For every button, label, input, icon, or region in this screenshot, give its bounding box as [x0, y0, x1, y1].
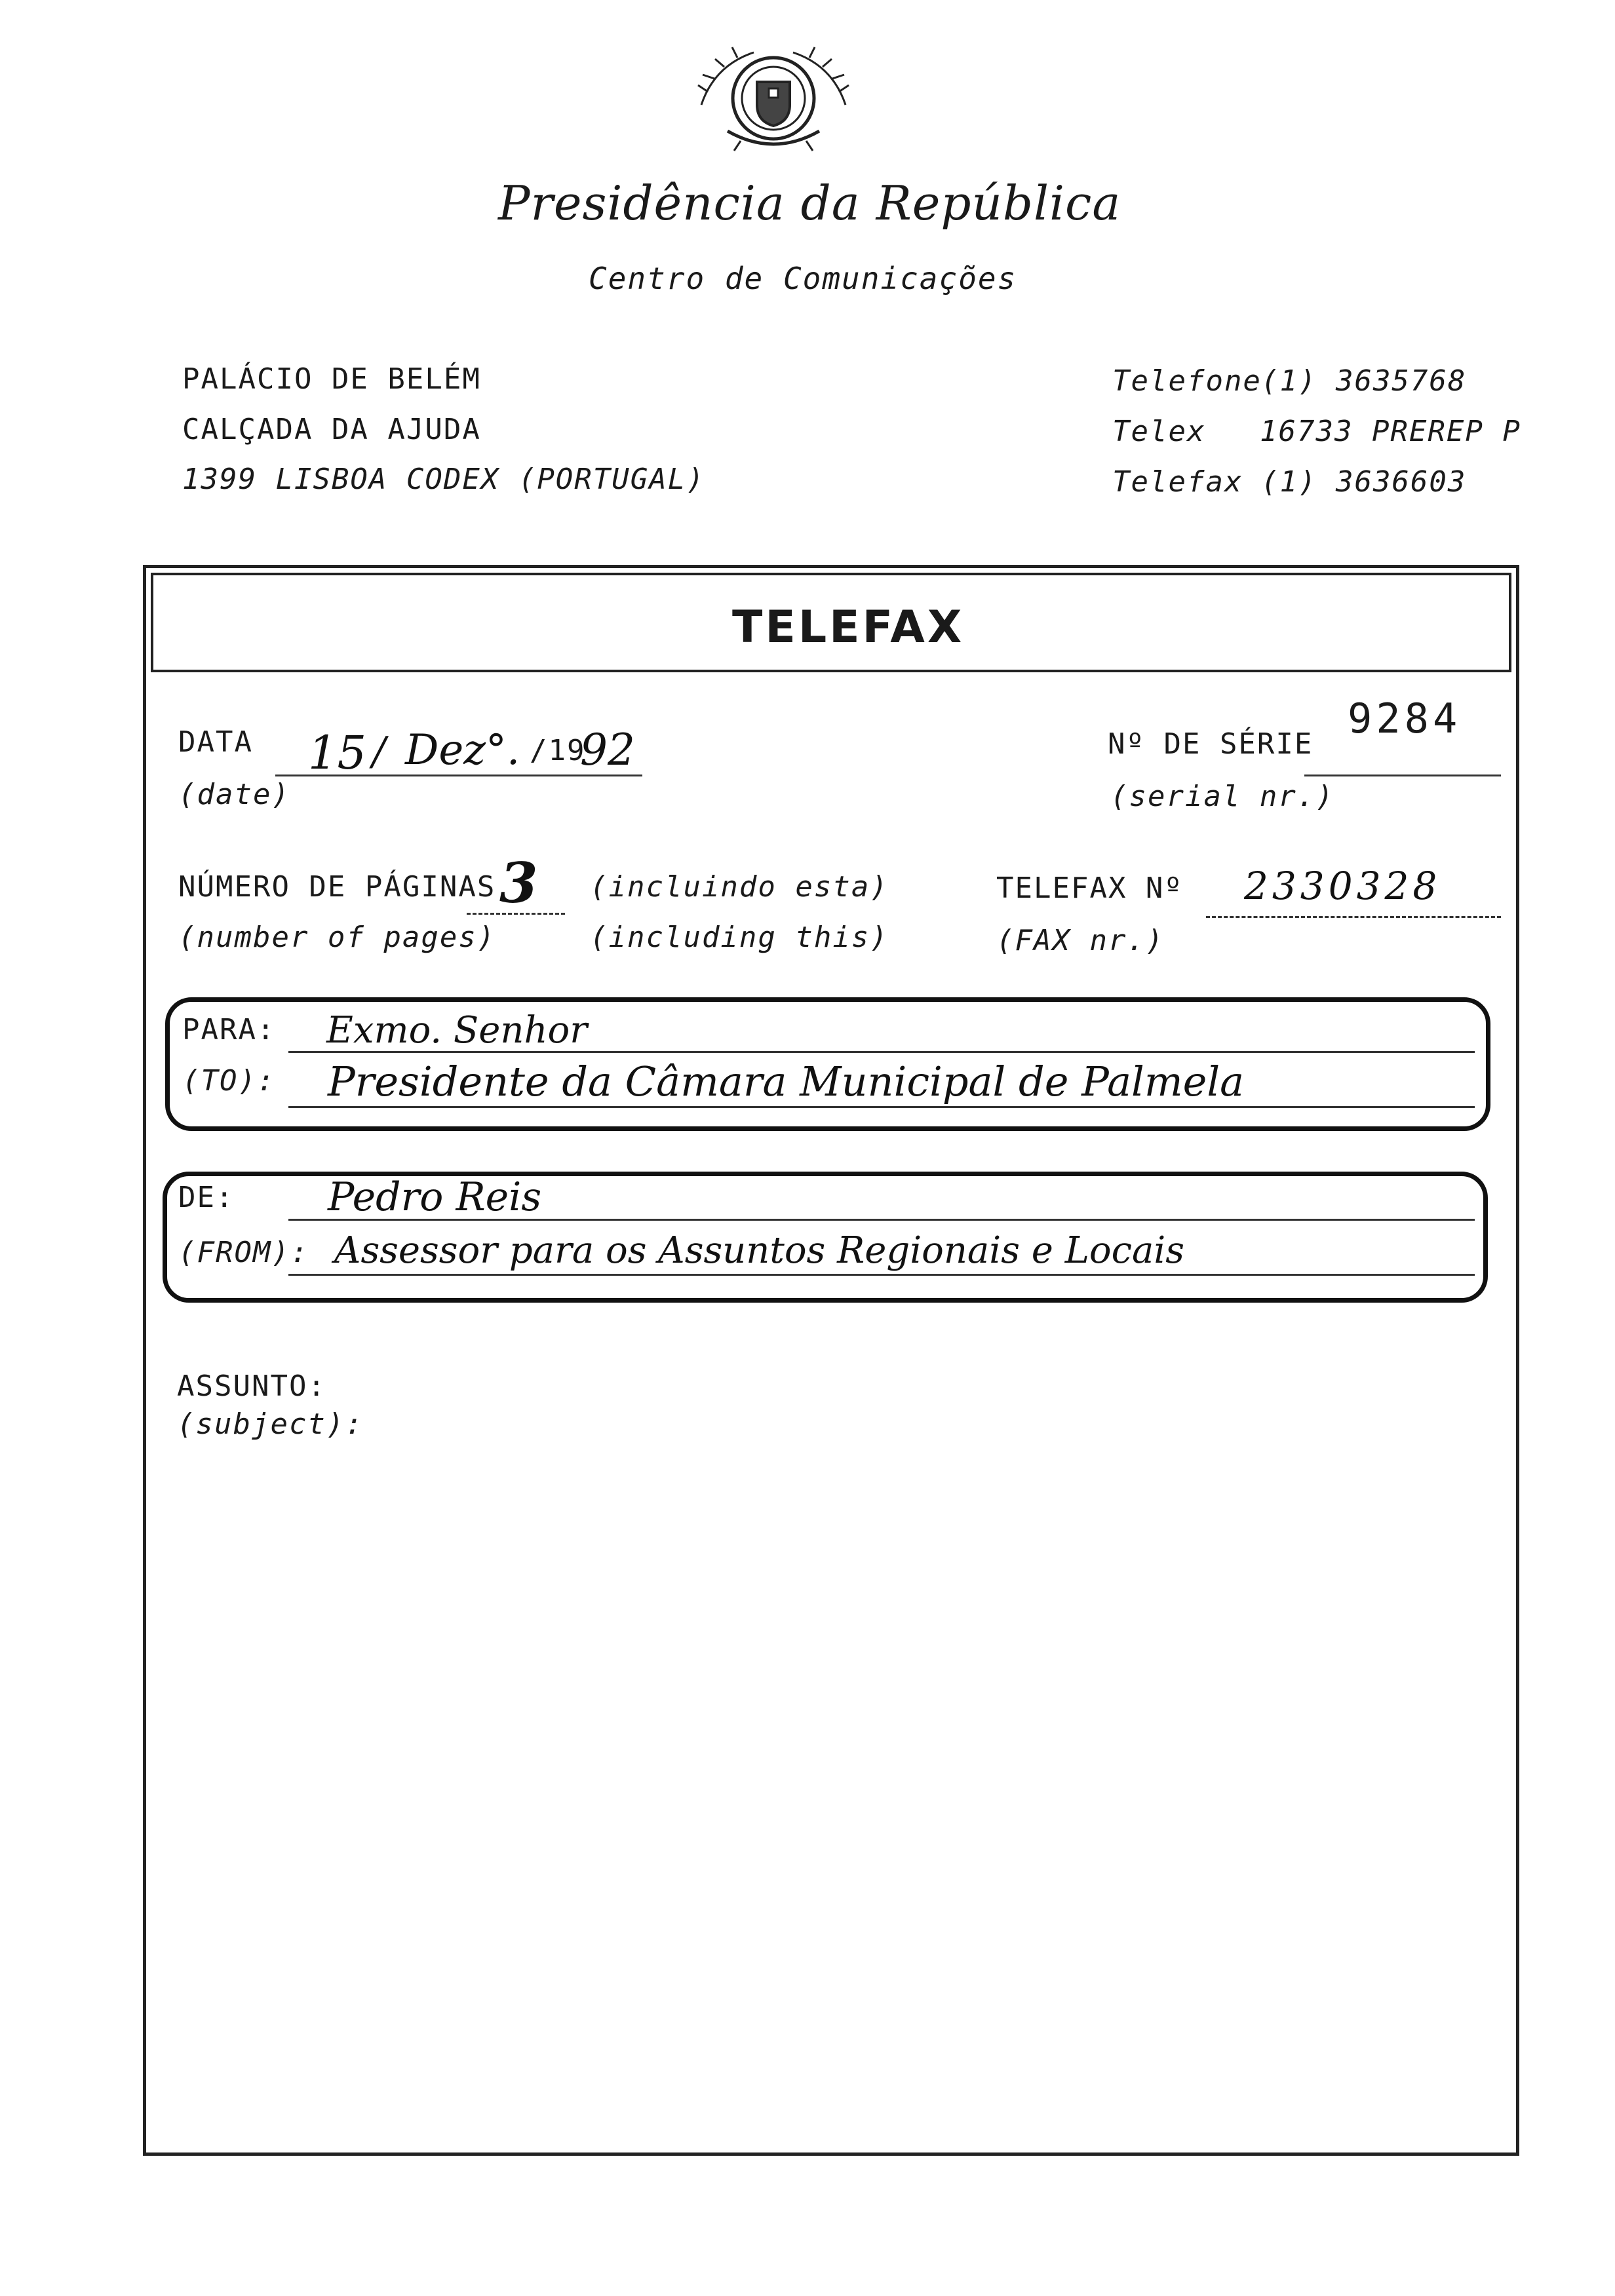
to-label: PARA:	[182, 1013, 276, 1046]
pages-label-en: (number of pages)	[178, 921, 496, 954]
to-label-en: (TO):	[182, 1064, 276, 1098]
serial-value: 9284	[1348, 695, 1462, 742]
date-year: 92	[580, 725, 635, 775]
address-line-1: PALÁCIO DE BELÉM	[182, 362, 481, 396]
fax-label: TELEFAX Nº	[996, 871, 1183, 905]
date-month: Dez°.	[405, 726, 520, 775]
serial-label: Nº DE SÉRIE	[1108, 727, 1313, 761]
form-title: TELEFAX	[732, 602, 965, 653]
pages-note: (incluindo esta)	[590, 870, 889, 904]
telefax-value: (1) 3636603	[1261, 465, 1467, 499]
from-line-1: Pedro Reis	[328, 1174, 542, 1220]
to-line-2: Presidente da Câmara Municipal de Palmela	[328, 1058, 1245, 1105]
fax-label-en: (FAX nr.)	[996, 924, 1165, 957]
to-line-1: Exmo. Senhor	[326, 1009, 588, 1052]
from-line-2: Assessor para os Assuntos Regionais e Locais	[334, 1229, 1184, 1272]
address-line-2: CALÇADA DA AJUDA	[182, 413, 481, 446]
subject-label-en: (subject):	[177, 1407, 364, 1441]
date-day: 15	[308, 726, 367, 780]
from-label-en: (FROM):	[178, 1236, 309, 1269]
serial-label-en: (serial nr.)	[1110, 780, 1334, 813]
pages-note-en: (including this)	[590, 921, 889, 954]
coat-of-arms-icon	[688, 26, 859, 157]
telephone-label: Telefone	[1112, 364, 1262, 398]
subject-label: ASSUNTO:	[177, 1369, 326, 1403]
pages-label: NÚMERO DE PÁGINAS	[178, 870, 496, 904]
fax-value: 2330328	[1244, 864, 1441, 908]
telephone-value: (1) 3635768	[1261, 364, 1467, 398]
date-separator: /	[372, 729, 386, 775]
from-label: DE:	[178, 1181, 235, 1214]
department-name: Centro de Comunicações	[589, 261, 1017, 296]
telex-label: Telex	[1112, 415, 1206, 448]
institution-name: Presidência da República	[498, 176, 1121, 231]
pages-value: 3	[499, 851, 538, 915]
date-year-prefix: /19	[530, 734, 586, 767]
address-line-3: 1399 LISBOA CODEX (PORTUGAL)	[182, 463, 705, 496]
date-label-en: (date)	[178, 778, 290, 811]
date-label: DATA	[178, 725, 253, 759]
telefax-label: Telefax	[1112, 465, 1243, 499]
telex-value: 16733 PREREP P	[1260, 415, 1521, 448]
